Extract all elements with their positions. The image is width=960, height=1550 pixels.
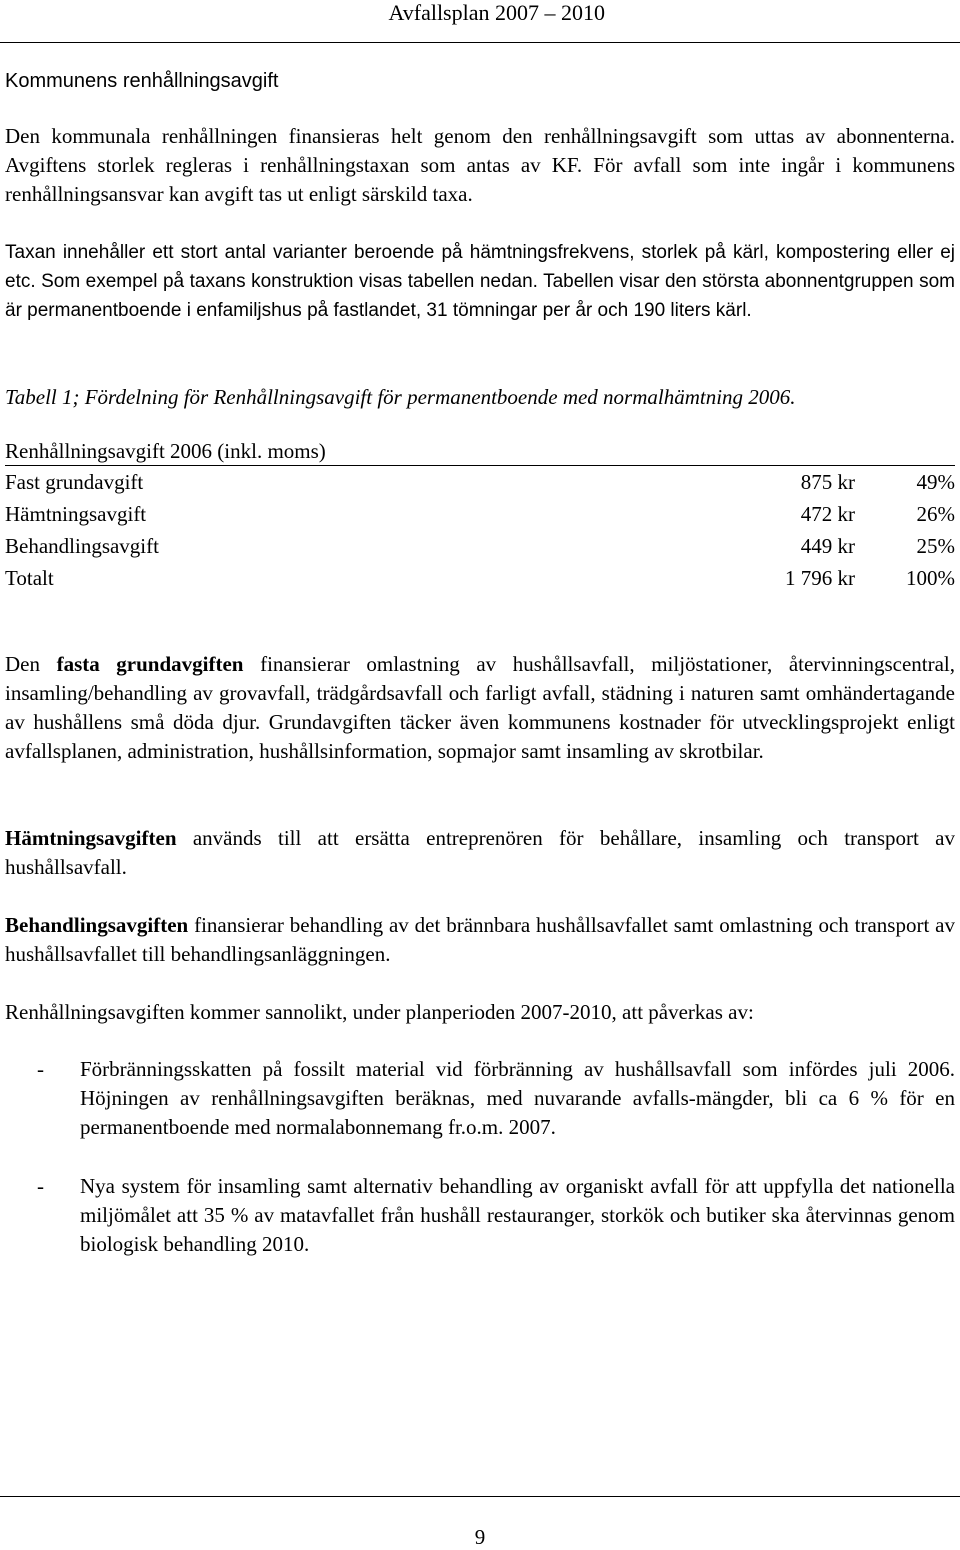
- row-percent: 49%: [916, 469, 955, 494]
- fixed-fee-term: fasta grundavgiften: [56, 652, 244, 676]
- row-amount: 449 kr: [800, 533, 855, 558]
- collection-fee-term: Hämtningsavgiften: [5, 826, 177, 850]
- page-number: 9: [474, 1525, 486, 1549]
- paragraph-tariff-variants: Taxan innehåller ett stort antal varianter beroende på hämtningsfrekvens, storlek på kärl, kompostering eller ej etc. Som exempel på taxans konstruktion visas tabellen nedan. Tabellen visar den största abonnentgruppen som är permanentboende i enfamiljshus på fastlandet, 31 tömningar per år och 190 liters kärl.: [5, 242, 955, 321]
- document-header-title: Avfallsplan 2007 – 2010: [388, 0, 605, 25]
- treatment-fee-text: finansierar behandling av det brännbara hushållsavfallet samt omlastning och transport av hushållsavfallet till behandlingsanläggningen.: [5, 913, 955, 966]
- bullet-dash: -: [37, 1057, 44, 1081]
- paragraph-treatment-fee: [5, 911, 955, 969]
- row-amount: 1 796 kr: [785, 565, 855, 590]
- row-percent: 25%: [916, 533, 955, 558]
- header-divider: [0, 42, 960, 43]
- table-row: [5, 498, 955, 530]
- table-header: Renhållningsavgift 2006 (inkl. moms): [5, 437, 955, 466]
- paragraph-influence-intro: Renhållningsavgiften kommer sannolikt, under planperioden 2007-2010, att påverkas av:: [5, 1000, 754, 1024]
- bullet-dash: -: [37, 1174, 44, 1198]
- paragraph-financing: Den kommunala renhållningen finansieras helt genom den renhållningsavgift som uttas av abonnenterna. Avgiftens storlek regleras i renhållningstaxan som antas av KF. För avfall som inte ingår i kommunens renhållningsansvar kan avgift tas ut enligt särskild taxa.: [5, 124, 955, 206]
- row-label: Behandlingsavgift: [5, 533, 159, 558]
- row-percent: 100%: [906, 565, 955, 590]
- treatment-fee-term: Behandlingsavgiften: [5, 913, 189, 937]
- bullet-item: [5, 1055, 955, 1145]
- row-label: Hämtningsavgift: [5, 501, 147, 526]
- fixed-fee-lead: Den: [5, 652, 40, 676]
- table-caption: Tabell 1; Fördelning för Renhållningsavgift för permanentboende med normalhämtning 2006.: [5, 385, 796, 409]
- table-row: [5, 530, 955, 562]
- section-heading: Kommunens renhållningsavgift: [5, 70, 279, 92]
- row-amount: 472 kr: [800, 501, 855, 526]
- paragraph-collection-fee: [5, 824, 955, 882]
- fee-table: [5, 437, 955, 594]
- row-amount: 875 kr: [800, 469, 855, 494]
- footer-divider: [0, 1496, 960, 1497]
- table-row-total: [5, 562, 955, 594]
- paragraph-fixed-fee: [5, 650, 955, 766]
- table-row: [5, 466, 955, 499]
- bullet-text: Nya system för insamling samt alternativ behandling av organiskt avfall för att uppfylla det nationella miljömålet att 35 % av matavfallet från hushåll restauranger, storkök och butiker ska återvinnas genom biologisk behandling 2010.: [80, 1174, 955, 1256]
- bullet-text: Förbränningsskatten på fossilt material vid förbränning av hushållsavfall som infördes juli 2006. Höjningen av renhållningsavgiften beräknas, med nuvarande avfalls-mängder, bli ca 6 % för en permanentboende med normalabonnemang fr.o.m. 2007.: [80, 1057, 955, 1139]
- row-label: Totalt: [5, 565, 54, 590]
- fixed-fee-text: finansierar omlastning av hushållsavfall, miljöstationer, återvinningscentral, insamling/behandling av grovavfall, trädgårdsavfall och farligt avfall, städning i naturen samt omhändertagande av hushållens små döda djur. Grundavgiften täcker även kommunens kostnader för utvecklingsprojekt enligt avfallsplanen, administration, hushållsinformation, sopmajor samt insamling av skrotbilar.: [5, 652, 956, 763]
- row-label: Fast grundavgift: [5, 469, 144, 494]
- row-percent: 26%: [916, 501, 955, 526]
- bullet-item: [5, 1172, 955, 1262]
- table-header-row: [5, 437, 955, 466]
- collection-fee-text: används till att ersätta entreprenören för behållare, insamling och transport av hushållsavfall.: [5, 826, 956, 879]
